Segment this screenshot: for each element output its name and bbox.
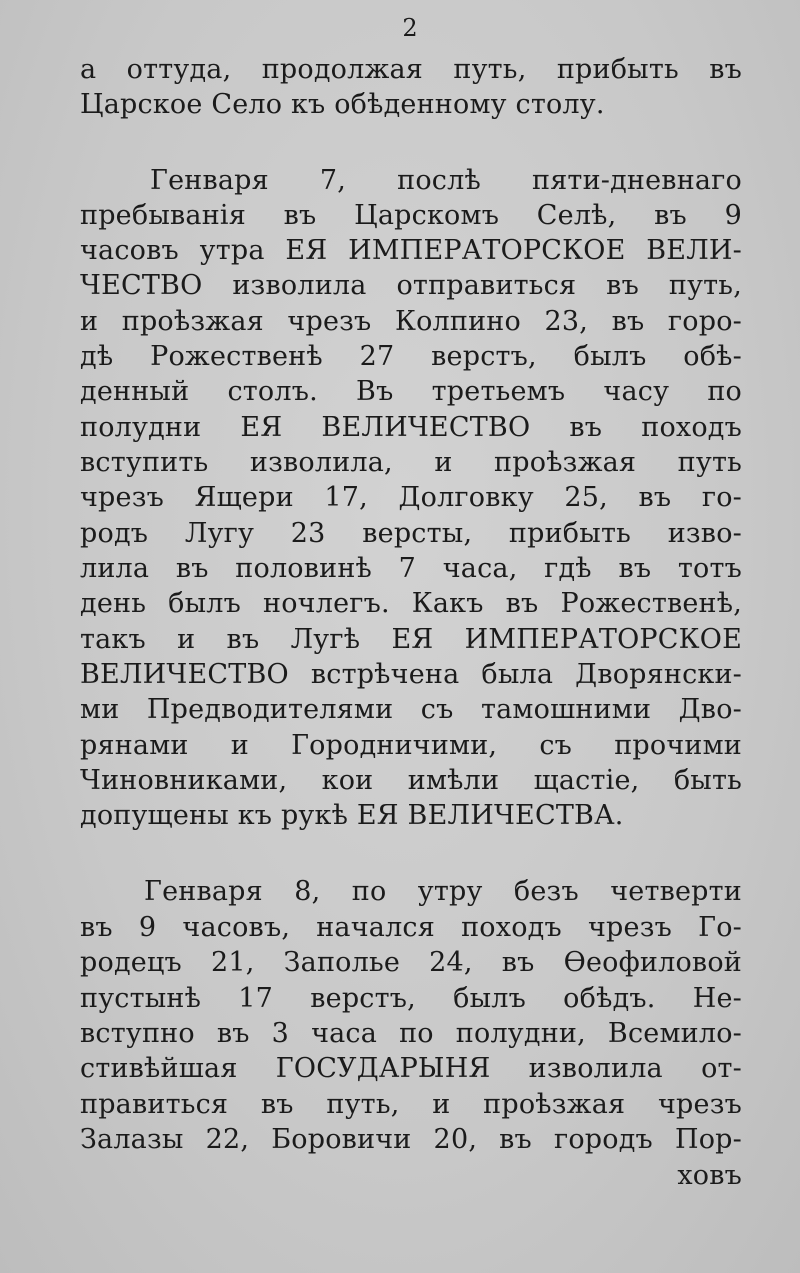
text-line: Чиновниками, кои имѣли щастіе, быть xyxy=(80,765,742,796)
catchword: ховъ xyxy=(677,1160,742,1191)
text-line: пустынѣ 17 верстъ, былъ обѣдъ. Не- xyxy=(80,983,742,1014)
text-line: Генваря 7, послѣ пяти-дневнаго xyxy=(150,165,742,196)
text-line: день былъ ночлегъ. Какъ въ Рожественѣ, xyxy=(80,588,742,619)
text-line: Царское Село къ обѣденному столу. xyxy=(80,89,605,120)
text-line: денный столъ. Въ третьемъ часу по xyxy=(80,376,742,407)
text-line: ВЕЛИЧЕСТВО встрѣчена была Дворянски- xyxy=(80,659,742,690)
text-line: вступно въ 3 часа по полудни, Всемило- xyxy=(80,1018,742,1049)
text-line: пребыванія въ Царскомъ Селѣ, въ 9 xyxy=(80,200,742,231)
text-line: правиться въ путь, и проѣзжая чрезъ xyxy=(80,1089,742,1120)
text-line: рянами и Городничими, съ прочими xyxy=(80,730,742,761)
text-line: чрезъ Ящери 17, Долговку 25, въ го- xyxy=(80,482,742,513)
text-line: родъ Лугу 23 версты, прибыть изво- xyxy=(80,518,742,549)
text-line: лила въ половинѣ 7 часа, гдѣ въ тотъ xyxy=(80,553,742,584)
text-line: вступить изволила, и проѣзжая путь xyxy=(80,447,742,478)
text-line: родецъ 21, Заполье 24, въ Ѳеофиловой xyxy=(80,947,742,978)
text-line: Генваря 8, по утру безъ четверти xyxy=(144,876,742,907)
text-line: въ 9 часовъ, начался походъ чрезъ Го- xyxy=(80,912,742,943)
text-line: стивѣйшая ГОСУДАРЫНЯ изволила от- xyxy=(80,1053,742,1084)
text-line: полудни ЕЯ ВЕЛИЧЕСТВО въ походъ xyxy=(80,412,742,443)
text-line: допущены къ рукѣ ЕЯ ВЕЛИЧЕСТВА. xyxy=(80,800,624,831)
page-number: 2 xyxy=(402,14,418,42)
text-line: ми Предводителями съ тамошними Дво- xyxy=(80,694,742,725)
text-line: часовъ утра ЕЯ ИМПЕРАТОРСКОЕ ВЕЛИ- xyxy=(80,235,742,266)
text-line: и проѣзжая чрезъ Колпино 23, въ горо- xyxy=(80,306,742,337)
text-line: такъ и въ Лугѣ ЕЯ ИМПЕРАТОРСКОЕ xyxy=(80,624,742,655)
text-line: дѣ Рожественѣ 27 верстъ, былъ обѣ- xyxy=(80,341,742,372)
text-line: а оттуда, продолжая путь, прибыть въ xyxy=(80,54,742,85)
text-line: ЧЕСТВО изволила отправиться въ путь, xyxy=(80,270,742,301)
text-line: Залазы 22, Боровичи 20, въ городъ Пор- xyxy=(80,1124,742,1155)
